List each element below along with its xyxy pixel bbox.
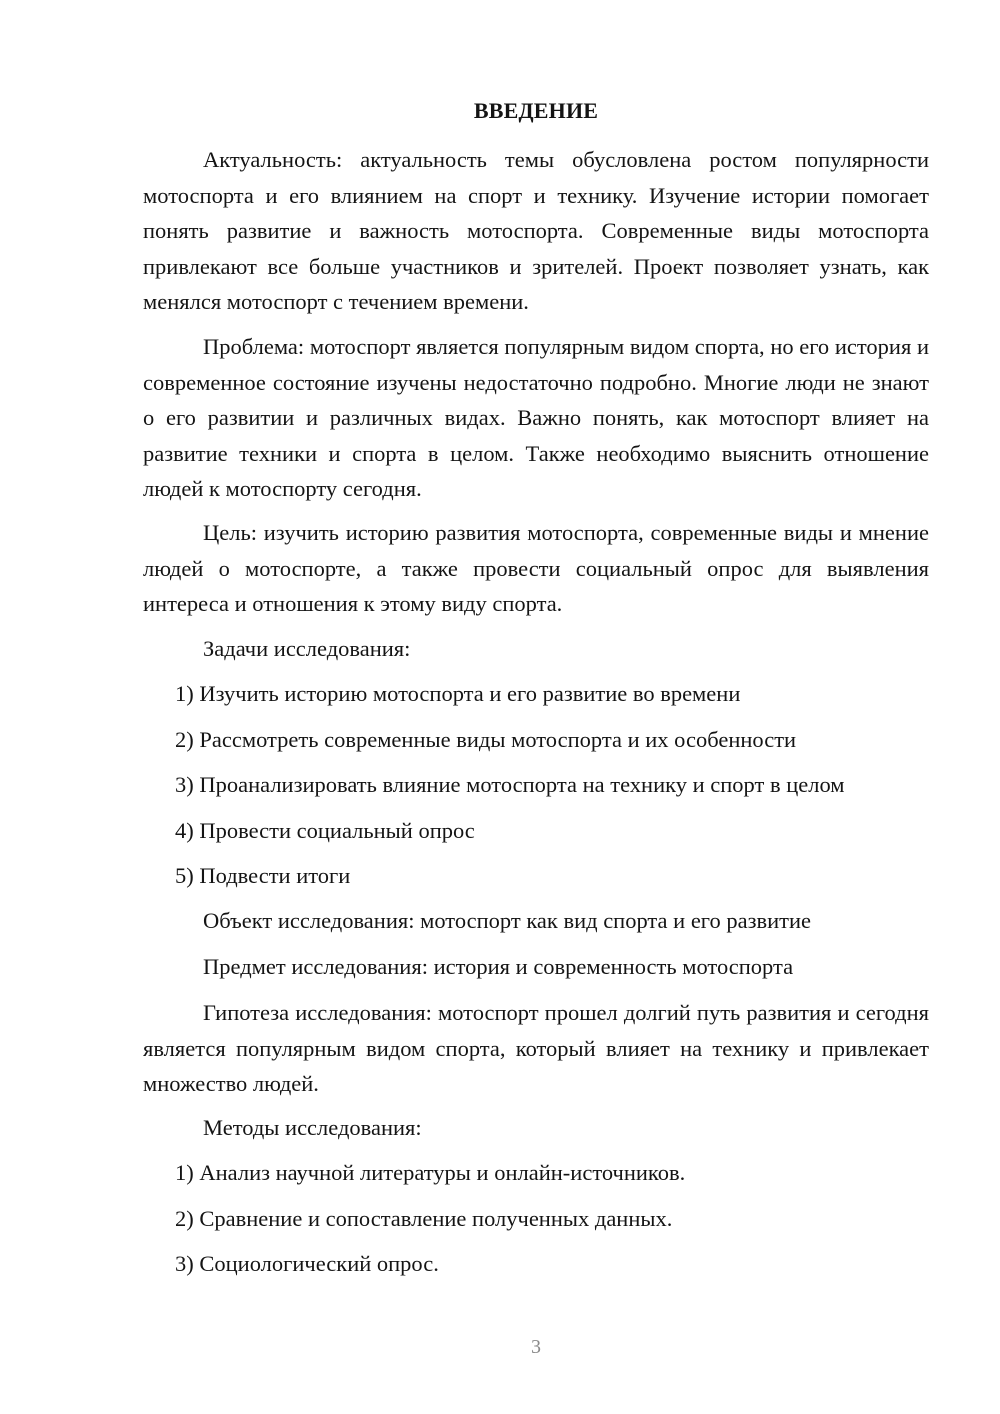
hypothesis-paragraph: Гипотеза исследования: мотоспорт прошел долгий путь развития и сегодня является популярным видом спорта, который влияет на технику и привлекает множество людей. [143, 1000, 929, 1096]
task-item: 4) Провести социальный опрос [175, 818, 475, 843]
tasks-title: Задачи исследования: [203, 636, 411, 661]
task-item: 1) Изучить историю мотоспорта и его развитие во времени [175, 681, 741, 706]
research-subject: Предмет исследования: история и современность мотоспорта [203, 954, 794, 979]
page-heading: ВВЕДЕНИЕ [473, 98, 599, 123]
method-item: 1) Анализ научной литературы и онлайн-источников. [175, 1160, 686, 1185]
task-item: 5) Подвести итоги [175, 863, 351, 888]
goal-paragraph: Цель: изучить историю развития мотоспорта, современные виды и мнение людей о мотоспорте, а также провести социальный опрос для выявления интереса и отношения к этому виду спорта. [143, 520, 929, 616]
task-item: 3) Проанализировать влияние мотоспорта на технику и спорт в целом [175, 772, 845, 797]
methods-title: Методы исследования: [203, 1115, 422, 1140]
relevance-paragraph: Актуальность: актуальность темы обусловлена ростом популярности мотоспорта и его влиянием на спорт и технику. Изучение истории помогает понять развитие и важность мотоспорта. Современные виды мотоспорта привлекают все больше участников и зрителей. Проект позволяет узнать, как менялся мотоспорт с течением времени. [143, 147, 929, 314]
page-number: 3 [531, 1336, 541, 1358]
method-item: 2) Сравнение и сопоставление полученных данных. [175, 1206, 673, 1231]
problem-paragraph: Проблема: мотоспорт является популярным видом спорта, но его история и современное состояние изучены недостаточно подробно. Многие люди не знают о его развитии и различных видах. Важно понять, как мотоспорт влияет на развитие техники и спорта в целом. Также необходимо выяснить отношение людей к мотоспорту сегодня. [143, 334, 929, 501]
task-item: 2) Рассмотреть современные виды мотоспорта и их особенности [175, 727, 797, 752]
research-object: Объект исследования: мотоспорт как вид спорта и его развитие [203, 908, 811, 933]
method-item: 3) Социологический опрос. [175, 1251, 439, 1276]
